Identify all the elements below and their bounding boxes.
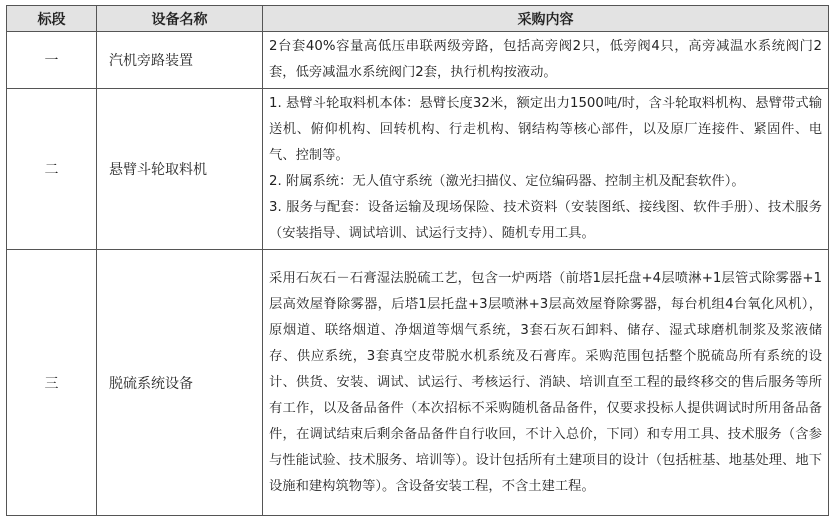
- header-section: 标段: [7, 6, 97, 32]
- procurement-content: [263, 89, 829, 250]
- procurement-content: [263, 32, 829, 89]
- header-equipment-name: 设备名称: [97, 6, 263, 32]
- header-procurement-content: 采购内容: [263, 6, 829, 32]
- table-row: [7, 250, 829, 516]
- procurement-content: [263, 250, 829, 516]
- equipment-name: 悬臂斗轮取料机: [97, 89, 263, 250]
- content-paragraph: 2台套40%容量高低压串联两级旁路，包括高旁阀2只，低旁阀4只，高旁减温水系统阀门2套，低旁减温水系统阀门2套，执行机构按液动。: [269, 39, 822, 80]
- content-paragraph: 2. 附属系统：无人值守系统（激光扫描仪、定位编码器、控制主机及配套软件）。: [269, 174, 745, 189]
- content-paragraph: 采用石灰石－石膏湿法脱硫工艺，包含一炉两塔（前塔1层托盘+4层喷淋+1层管式除雾器+1层高效屋脊除雾器，后塔1层托盘+3层喷淋+3层高效屋脊除雾器，每台机组4台氧化风机），原烟道、联络烟道、净烟道等烟气系统，3套石灰石卸料、储存、湿式球磨机制浆及浆液储存、供应系统，3套真空皮带脱水机系统及石膏库。采购范围包括整个脱硫岛所有系统的设计、供货、安装、调试、试运行、考核运行、消缺、培训直至工程的最终移交的售后服务等所有工作，以及备品备件（本次招标不采购随机备品备件，仅要求投标人提供调试时所用备品备件，在调试结束后剩余备品备件自行收回，不计入总价，下同）和专用工具、技术服务（含参与性能试验、技术服务、培训等）。设计包括所有土建项目的设计（包括桩基、地基处理、地下设施和建构筑物等）。含设备安装工程，不含土建工程。: [269, 270, 822, 494]
- table-row: [7, 89, 829, 250]
- table-header-row: [7, 6, 829, 32]
- section-index: 二: [7, 89, 97, 250]
- equipment-name: 脱硫系统设备: [97, 250, 263, 516]
- section-index: 一: [7, 32, 97, 89]
- equipment-name: 汽机旁路装置: [97, 32, 263, 89]
- procurement-table: [6, 5, 829, 516]
- content-paragraph: 3. 服务与配套：设备运输及现场保险、技术资料（安装图纸、接线图、软件手册）、技术服务（安装指导、调试培训、试运行支持）、随机专用工具。: [269, 200, 822, 241]
- content-paragraph: 1. 悬臂斗轮取料机本体：悬臂长度32米，额定出力1500吨/时，含斗轮取料机构、悬臂带式输送机、俯仰机构、回转机构、行走机构、钢结构等核心部件，以及原厂连接件、紧固件、电气、控制等。: [269, 96, 822, 163]
- section-index: 三: [7, 250, 97, 516]
- table-row: [7, 32, 829, 89]
